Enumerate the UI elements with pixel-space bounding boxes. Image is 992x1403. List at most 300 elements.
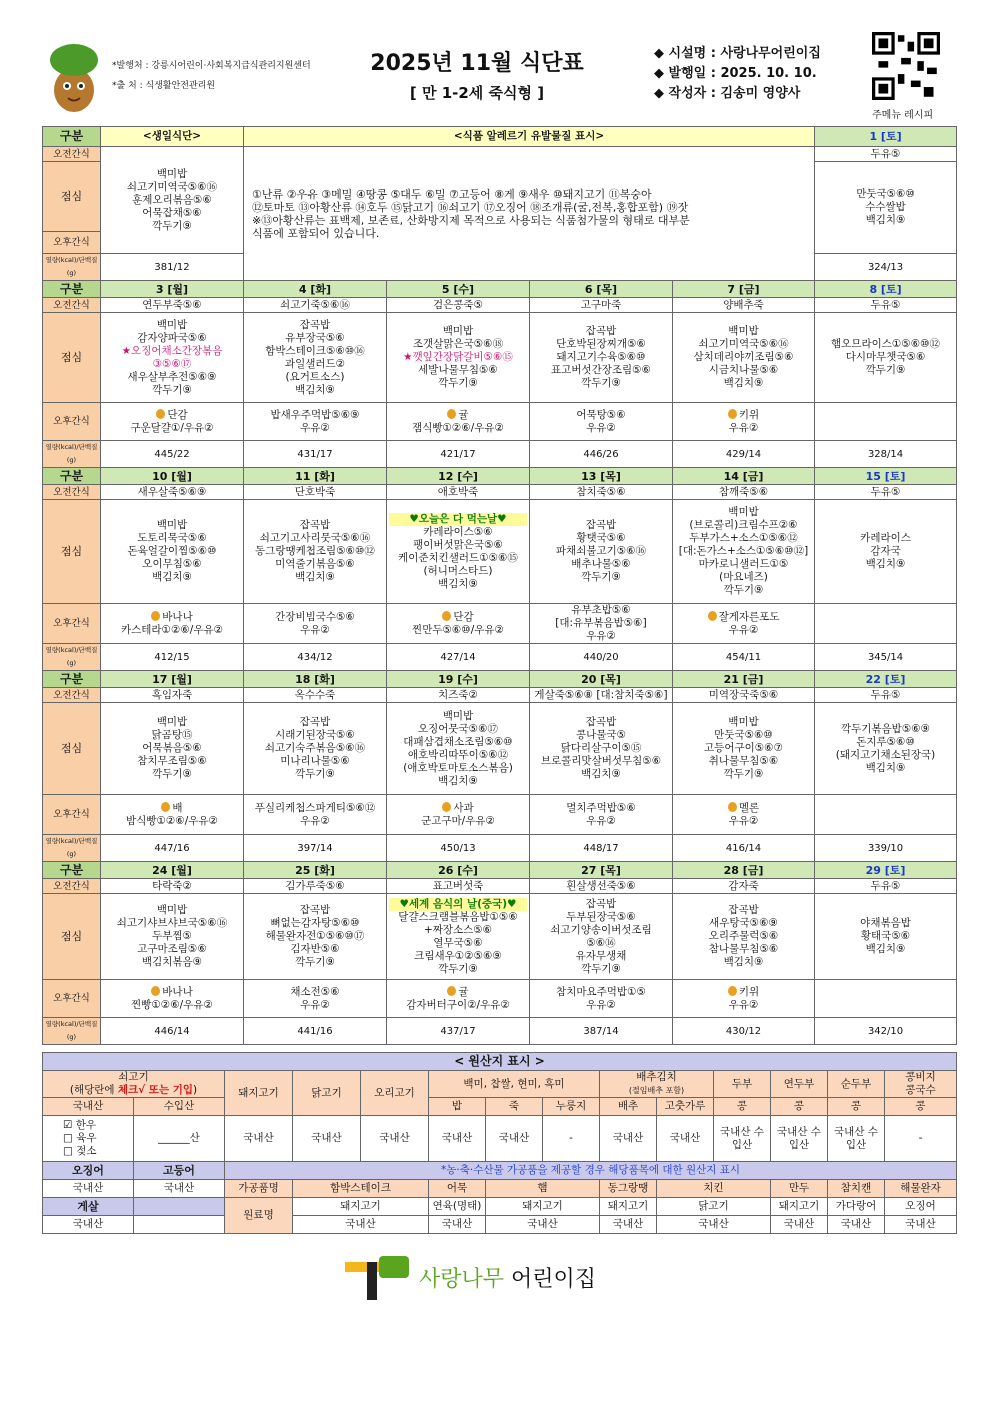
am-snack: 표고버섯죽 (387, 879, 530, 894)
menu-item: 백김치⑨ (152, 571, 192, 583)
calorie: 450/13 (387, 835, 530, 862)
page-title: 2025년 11월 식단표 (370, 51, 584, 76)
am-snack: 흑임자죽 (101, 688, 244, 703)
row-label: 열량(kcal)/단백질(g) (43, 835, 101, 862)
birthday-lunch (101, 147, 244, 254)
am-snack: 흰살생선죽⑤⑥ (530, 879, 673, 894)
menu-item: 우유② (300, 421, 330, 434)
menu-item: 야채볶음밥 (860, 917, 911, 929)
menu-item: 두부된장국⑤⑥ (566, 910, 636, 923)
silken-tofu-origin: 국내산 수입산 (828, 1116, 885, 1162)
fruit-icon (728, 409, 737, 419)
calorie: 339/10 (815, 835, 957, 862)
menu-item: 닭곰탕⑮ (151, 729, 193, 741)
lunch-menu (244, 894, 387, 980)
menu-item: 잡곡밥 (299, 716, 331, 728)
menu-item: 과일샐러드② (284, 357, 346, 370)
lunch-menu (815, 313, 957, 403)
bean-header-2: 콩 (771, 1098, 828, 1116)
pm-snack (673, 403, 815, 441)
proc-origin: 국내산 (771, 1216, 828, 1234)
menu-item: 우유② (728, 814, 759, 827)
menu-item: 백미밥 (442, 709, 474, 722)
proc-raw: 연육(명태) (429, 1198, 486, 1216)
day-header: 7 [금] (673, 281, 815, 298)
section-label: 구분 (43, 468, 101, 485)
menu-item: 카스테라①②⑥/우유② (120, 623, 224, 636)
lunch-menu (673, 500, 815, 604)
pm-snack (673, 795, 815, 835)
menu-item: ⑤⑥⑯ (586, 936, 616, 949)
pm-snack (530, 403, 673, 441)
row-label: 오후간식 (43, 403, 101, 441)
menu-item: 귤 (458, 408, 469, 421)
menu-item: 다시마무챗국⑤⑥ (845, 351, 926, 363)
menu-item: 잼식빵①②⑥/우유② (412, 421, 504, 434)
menu-item: 오징어뭇국⑤⑥⑰ (417, 722, 499, 735)
menu-item: ★오징어채소간장볶음③⑤⑥⑰ (121, 344, 223, 370)
calorie: 448/17 (530, 835, 673, 862)
calorie: 421/17 (387, 441, 530, 468)
lunch-menu (815, 703, 957, 795)
row-label: 점심 (43, 703, 101, 795)
calorie: 437/17 (387, 1018, 530, 1045)
lunch-menu (530, 313, 673, 403)
fruit-icon (708, 611, 717, 621)
fruit-icon (161, 802, 170, 812)
menu-item: 만둣국⑤⑥⑩ (714, 729, 773, 741)
fruit-icon (447, 986, 456, 996)
am-snack: 김가루죽⑤⑥ (244, 879, 387, 894)
am-snack: 두유⑤ (815, 485, 957, 500)
menu-item: (돼지고기채소된장국) (835, 748, 936, 761)
menu-item: 깍두기⑨ (152, 768, 192, 780)
bean-header-3: 콩 (828, 1098, 885, 1116)
menu-item: 두부가스+소스①⑤⑥⑫ (689, 532, 798, 544)
pm-snack (387, 795, 530, 835)
calorie: 427/14 (387, 644, 530, 671)
menu-item: (애호박토마토소스볶음) (403, 761, 513, 774)
menu-item: 백김치⑨ (581, 768, 621, 780)
calorie: 416/14 (673, 835, 815, 862)
am-snack: 두유⑤ (815, 879, 957, 894)
lunch-menu (387, 500, 530, 604)
pm-snack (101, 604, 244, 644)
menu-item: 백미밥 (728, 716, 759, 728)
chicken-header: 닭고기 (293, 1071, 361, 1116)
chili-header: 고춧가루 (657, 1098, 714, 1116)
bean-header-1: 콩 (714, 1098, 771, 1116)
menu-item: 백김치⑨ (723, 377, 764, 389)
cabbage-header: 배추 (600, 1098, 657, 1116)
am-snack: 검은콩죽⑤ (387, 298, 530, 313)
empty-header (134, 1198, 225, 1216)
proc-raw: 오징어 (885, 1198, 957, 1216)
proc-name: 만두 (771, 1180, 828, 1198)
row-label: 오전간식 (43, 879, 101, 894)
proc-name: 함박스테이크 (293, 1180, 429, 1198)
pm-snack (530, 980, 673, 1018)
raw-label: 원료명 (225, 1198, 293, 1234)
am-snack: 참깨죽⑤⑥ (673, 485, 815, 500)
day-header: 22 [토] (815, 671, 957, 688)
calorie: 446/26 (530, 441, 673, 468)
lunch-menu (815, 894, 957, 980)
row-label: 열량(kcal)/단백질(g) (43, 1018, 101, 1045)
lunch-menu (673, 313, 815, 403)
facility-info (654, 44, 821, 104)
pm-snack (387, 980, 530, 1018)
proc-name: 참치캔 (828, 1180, 885, 1198)
menu-item: 백미밥 (156, 318, 188, 331)
page-subtitle: [ 만 1-2세 죽식형 ] (409, 84, 545, 102)
menu-item: 잡곡밥 (299, 519, 331, 531)
menu-item: 백김치⑨ (438, 577, 478, 590)
menu-item: 팽이버섯맑은국⑤⑥ (413, 538, 503, 551)
beef-type-options[interactable]: ☑ 한우 □ 육우 □ 젖소 (43, 1116, 134, 1162)
pm-snack (530, 795, 673, 835)
day-header: 19 [수] (387, 671, 530, 688)
row-label: 오전간식 (43, 298, 101, 313)
menu-item: 쇠고기숙주볶음⑤⑥⑯ (264, 742, 366, 754)
menu-item: 두부찜⑤ (152, 930, 192, 942)
menu-item: 백김치⑨ (723, 956, 764, 968)
menu-item: 멜론 (738, 801, 760, 814)
menu-item: 시금치나물⑤⑥ (708, 364, 779, 376)
menu-item: (마요네즈) (719, 571, 768, 583)
proc-raw: 돼지고기 (486, 1198, 600, 1216)
day-header: 3 [월] (101, 281, 244, 298)
menu-item: 삼치데리야끼조림⑤⑥ (693, 351, 794, 363)
lunch-menu (673, 894, 815, 980)
proc-raw: 돼지고기 (293, 1198, 429, 1216)
fruit-icon (728, 986, 737, 996)
menu-item: 우유② (586, 814, 616, 827)
fruit-icon (442, 802, 451, 812)
menu-item: 황태국⑤⑥ (860, 930, 911, 942)
menu-item: 잡곡밥 (299, 318, 331, 331)
menu-item: 감자국 (870, 545, 901, 557)
calorie: 440/20 (530, 644, 673, 671)
allergy-legend: ①난류 ②우유 ③메밀 ④땅콩 ⑤대두 ⑥밀 ⑦고등어 ⑧게 ⑨새우 ⑩돼지고기 ⑪복숭아 ⑫토마토 ⑬아황산류 ⑭호두 ⑮닭고기 ⑯쇠고기 ⑰오징어 ⑱조개류(굴,전복,홍합포함) ⑲잣 ※⑬아황산류는 표백제, 보존료, 산화방지제 목적으로 사용되는 식품첨가물의 형태로 대부분 식품에 포함되어 있습니다. (244, 147, 815, 281)
am-snack: 양배추죽 (673, 298, 815, 313)
row-label: 오후간식 (43, 604, 101, 644)
proc-origin: 국내산 (293, 1216, 429, 1234)
beef-header: 쇠고기 (해당란에 체크√ 또는 기입) (43, 1071, 225, 1098)
proc-name: 햄 (486, 1180, 600, 1198)
pm-snack (101, 795, 244, 835)
lunch-menu (815, 162, 957, 254)
lunch-menu (244, 313, 387, 403)
footer-brand (345, 1252, 665, 1304)
menu-item: ★깻잎간장닭갈비⑤⑥⑮ (403, 351, 513, 363)
lunch-menu (387, 703, 530, 795)
menu-item: 백김치⑨ (438, 774, 478, 787)
day-header: 27 [목] (530, 862, 673, 879)
calorie: 412/15 (101, 644, 244, 671)
menu-item: 참치무조림⑤⑥ (137, 755, 207, 767)
menu-item: 깍두기⑨ (152, 219, 192, 232)
menu-item: 어묵잡채⑤⑥ (142, 206, 202, 219)
birthday-heading: <생일식단> (101, 127, 244, 147)
menu-item: 백미밥 (442, 325, 474, 337)
menu-item: 배추나물⑤⑥ (571, 558, 631, 570)
menu-item: 우유② (300, 998, 330, 1011)
menu-item: 깍두기⑨ (295, 768, 335, 780)
menu-item: 깍두기⑨ (152, 383, 192, 396)
proc-name: 동그랑땡 (600, 1180, 657, 1198)
day-header: 28 [금] (673, 862, 815, 879)
am-snack: 치즈죽② (387, 688, 530, 703)
menu-item: 깍두기⑨ (581, 571, 621, 583)
menu-item: 오이무침⑤⑥ (142, 558, 202, 570)
menu-item: 파채쇠불고기⑤⑥⑯ (555, 545, 647, 557)
menu-item: 마카로니샐러드①⑤ (698, 558, 789, 570)
menu-item: [대:유부볶음밥⑤⑥] (555, 617, 647, 629)
menu-item: 잡곡밥 (585, 716, 617, 728)
pm-snack (673, 604, 815, 644)
menu-item: 표고버섯간장조림⑤⑥ (551, 364, 651, 376)
menu-item: 간장비빔국수⑤⑥ (275, 610, 355, 623)
proc-raw: 닭고기 (657, 1198, 771, 1216)
day-header: 11 [화] (244, 468, 387, 485)
day-header: 14 [금] (673, 468, 815, 485)
row-label: 오후간식 (43, 232, 101, 254)
lunch-menu (101, 313, 244, 403)
menu-item: 쇠고기고사리뭇국⑤⑥⑯ (259, 532, 371, 544)
lunch-menu (244, 703, 387, 795)
calorie: 430/12 (673, 1018, 815, 1045)
am-snack: 옥수수죽 (244, 688, 387, 703)
calorie: 324/13 (815, 254, 957, 281)
menu-item: (브로콜리)크림수프②⑥ (689, 519, 798, 531)
menu-item: 구운달걀①/우유② (130, 421, 214, 434)
menu-item: 잡곡밥 (585, 897, 617, 910)
menu-item: 함박스테이크⑤⑥⑩⑯ (265, 344, 365, 357)
day-header: 29 [토] (815, 862, 957, 879)
menu-item: 햄오므라이스①⑤⑥⑩⑫ (831, 338, 941, 350)
day-header: 10 [월] (101, 468, 244, 485)
pm-snack (244, 604, 387, 644)
menu-item: 백김치⑨ (865, 558, 906, 570)
calorie: 447/16 (101, 835, 244, 862)
menu-item: 백미밥 (156, 519, 188, 531)
day-header: 6 [목] (530, 281, 673, 298)
menu-item: 참나물무침⑤⑥ (708, 943, 779, 955)
menu-item: 백김치⑨ (865, 214, 906, 226)
calorie: 446/14 (101, 1018, 244, 1045)
menu-item: 귤 (458, 985, 469, 998)
pm-snack (387, 403, 530, 441)
fruit-icon (151, 986, 160, 996)
proc-raw: 돼지고기 (600, 1198, 657, 1216)
menu-item: 백미밥 (728, 325, 759, 337)
origin-table (42, 1052, 957, 1234)
calorie: 445/22 (101, 441, 244, 468)
tofu-origin: 국내산 수입산 (714, 1116, 771, 1162)
row-label: 열량(kcal)/단백질(g) (43, 254, 101, 281)
am-snack: 게살죽⑤⑥⑧ [대:참치죽⑤⑥] (530, 688, 673, 703)
menu-item: 깍두기⑨ (295, 956, 335, 968)
lunch-menu (101, 703, 244, 795)
pm-snack (244, 795, 387, 835)
menu-item: 깍두기⑨ (723, 768, 764, 780)
menu-item: 시래기된장국⑤⑥ (275, 729, 355, 741)
menu-item: 카레라이스 (860, 532, 911, 544)
duck-origin: 국내산 (361, 1116, 429, 1162)
lunch-menu (101, 894, 244, 980)
menu-item: 밥새우주먹밥⑤⑥⑨ (270, 408, 360, 421)
menu-item: 대패삼겹채소조림⑤⑥⑩ (403, 735, 513, 748)
menu-item: 잘게자른포도 (718, 610, 780, 623)
header (42, 30, 954, 125)
beef-imported-value: ______산 (134, 1116, 225, 1162)
menu-item: 오리주물럭⑤⑥ (708, 930, 779, 942)
row-label: 오후간식 (43, 980, 101, 1018)
lunch-menu (530, 500, 673, 604)
imported-header: 수입산 (134, 1098, 225, 1116)
row-label: 점심 (43, 313, 101, 403)
menu-item: 우유② (586, 421, 616, 434)
menu-item: 훈제오리볶음⑤⑥ (132, 193, 212, 206)
menu-item: 쇠고기미역국⑤⑥⑯ (126, 180, 218, 193)
proc-origin: 국내산 (828, 1216, 885, 1234)
row-label: 열량(kcal)/단백질(g) (43, 644, 101, 671)
calorie: 397/14 (244, 835, 387, 862)
day-header: 5 [수] (387, 281, 530, 298)
menu-item: 돈육얼갈이찜⑤⑥⑩ (127, 545, 217, 557)
menu-item: [대:돈가스+소스①⑤⑥⑩⑫] (678, 545, 809, 557)
soft-tofu-header: 연두부 (771, 1071, 828, 1098)
menu-item: 콩나물국⑤ (576, 729, 626, 741)
menu-item: 우유② (300, 814, 330, 827)
proc-raw: 돼지고기 (771, 1198, 828, 1216)
menu-item: 수수쌀밥 (865, 201, 906, 213)
proc-origin: 국내산 (429, 1216, 486, 1234)
section-label: 구분 (43, 862, 101, 879)
calorie: 434/12 (244, 644, 387, 671)
menu-item: ♥세계 음식의 날(중국)♥ (389, 898, 527, 911)
menu-item: 백김치⑨ (865, 943, 906, 955)
pm-snack (815, 795, 957, 835)
lunch-menu (530, 703, 673, 795)
menu-item: 백김치⑨ (295, 571, 335, 583)
day-header: 20 [목] (530, 671, 673, 688)
pm-snack (530, 604, 673, 644)
menu-item: 동그랑땡케첩조림⑤⑥⑩⑫ (255, 545, 375, 557)
footer-text: 사랑나무 어린이집 (419, 1267, 597, 1292)
am-snack: 단호박죽 (244, 485, 387, 500)
lunch-menu (387, 894, 530, 980)
menu-item: 유부장국⑤⑥ (285, 331, 345, 344)
menu-item: 감자버터구이②/우유② (406, 998, 510, 1011)
publisher-info (112, 56, 311, 96)
menu-item: 잡곡밥 (299, 904, 331, 916)
section-label: 구분 (43, 671, 101, 688)
proc-origin: 국내산 (885, 1216, 957, 1234)
row-label: 오전간식 (43, 147, 101, 162)
lunch-menu (387, 313, 530, 403)
menu-item: 감자양파국⑤⑥ (137, 331, 207, 344)
nurungji-header: 누룽지 (543, 1098, 600, 1116)
qr-code-icon[interactable] (872, 32, 940, 100)
menu-item: 우유② (728, 421, 759, 434)
chili-origin: 국내산 (657, 1116, 714, 1162)
proc-origin: 국내산 (600, 1216, 657, 1234)
menu-item: 어묵탕⑤⑥ (576, 408, 626, 421)
menu-item: 깍두기볶음밥⑤⑥⑨ (840, 722, 931, 735)
menu-item: 백김치⑨ (865, 761, 906, 774)
menu-item: 돈지루⑤⑥⑩ (856, 735, 915, 748)
calorie: 387/14 (530, 1018, 673, 1045)
menu-item: 깍두기⑨ (723, 584, 764, 596)
menu-item: 채소전⑤⑥ (290, 985, 340, 998)
menu-item: 뼈없는감자탕⑤⑥⑩ (270, 917, 360, 929)
lunch-menu (673, 703, 815, 795)
menu-item: 세발나물무침⑤⑥ (418, 364, 498, 376)
day-header: 21 [금] (673, 671, 815, 688)
fruit-icon (151, 611, 160, 621)
am-snack: 새우살죽⑤⑥⑨ (101, 485, 244, 500)
pm-snack (815, 403, 957, 441)
am-snack: 두유⑤ (815, 688, 957, 703)
juk-header: 죽 (486, 1098, 543, 1116)
am-snack: 미역장국죽⑤⑥ (673, 688, 815, 703)
pm-snack (244, 980, 387, 1018)
menu-item: 우유② (728, 623, 759, 636)
squid-header: 오징어 (43, 1162, 134, 1180)
day-header: 1 [토] (815, 127, 957, 147)
fruit-icon (447, 409, 456, 419)
okara-origin: - (885, 1116, 957, 1162)
menu-item: 백미밥 (156, 716, 188, 728)
menu-item: 단감 (167, 408, 188, 421)
pm-snack (101, 980, 244, 1018)
menu-item: 사과 (453, 801, 474, 814)
day-header: 4 [화] (244, 281, 387, 298)
lunch-menu (101, 500, 244, 604)
menu-item: 키위 (738, 985, 760, 998)
fruit-icon (442, 611, 451, 621)
nurungji-origin: - (543, 1116, 600, 1162)
calorie: 454/11 (673, 644, 815, 671)
menu-item: 푸실리케첩스파게티⑤⑥⑫ (254, 801, 376, 814)
cabbage-origin: 국내산 (600, 1116, 657, 1162)
menu-item: 단감 (453, 610, 474, 623)
menu-item: 유부초밥⑤⑥ (571, 604, 631, 616)
soft-tofu-origin: 국내산 수입산 (771, 1116, 828, 1162)
day-header: 24 [월] (101, 862, 244, 879)
bean-header-4: 콩 (885, 1098, 957, 1116)
allergy-heading: <식품 알레르기 유발물질 표시> (244, 127, 815, 147)
mascot-logo-icon (42, 38, 106, 118)
crab-origin: 국내산 (43, 1216, 134, 1234)
menu-item: (허니머스타드) (423, 564, 493, 577)
menu-item: 밤식빵①②⑥/우유② (126, 814, 218, 827)
menu-item: 참치마요주먹밥①⑤ (556, 985, 646, 998)
am-snack: 두유⑤ (815, 298, 957, 313)
row-label: 오후간식 (43, 795, 101, 835)
menu-item: 쇠고기양송이버섯조림 (550, 923, 652, 936)
pm-snack (101, 403, 244, 441)
rice-header: 백미, 찹쌀, 현미, 흑미 (429, 1071, 600, 1098)
menu-item: 바나나 (162, 985, 193, 998)
day-header: 25 [화] (244, 862, 387, 879)
proc-origin: 국내산 (657, 1216, 771, 1234)
day-header: 8 [토] (815, 281, 957, 298)
okara-header: 콩비지 콩국수 (885, 1071, 957, 1098)
proc-name: 어묵 (429, 1180, 486, 1198)
